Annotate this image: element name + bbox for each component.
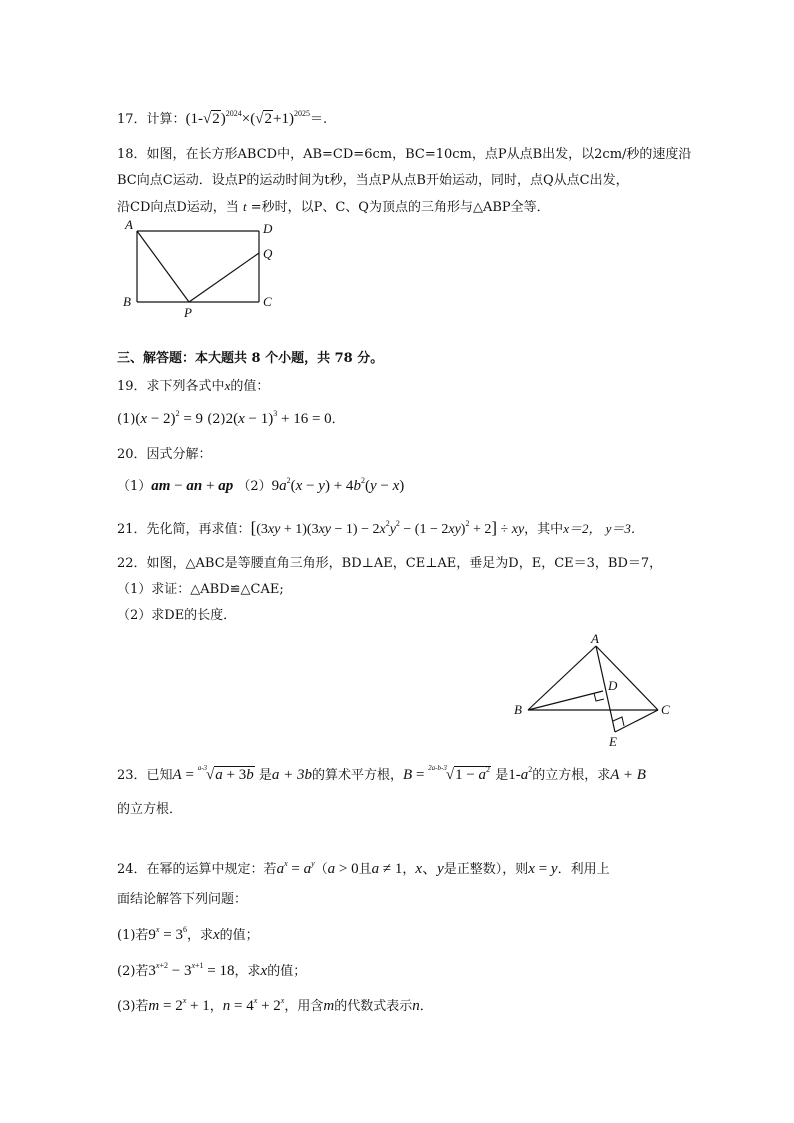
q22-text-1: 如图，△ABC是等腰直角三角形，BD⊥AE，CE⊥AE，垂足为D，E，CE＝3，BD＝7， bbox=[146, 556, 663, 571]
q20-part-2: （2） bbox=[237, 479, 272, 494]
label-A: A bbox=[591, 631, 599, 646]
q23-expr-B: $B = ^{2a-b-3}√1 - a^2$ bbox=[403, 764, 491, 783]
q21-line bbox=[117, 519, 644, 539]
q24-s1-expr: $9^x = 3^6$ bbox=[148, 925, 187, 943]
q24-vars-xy: x、y bbox=[415, 861, 444, 877]
label-D: D bbox=[608, 678, 618, 693]
question-17 bbox=[117, 110, 327, 129]
q24-s3-var-n: n bbox=[412, 998, 420, 1014]
q20-number: 20． bbox=[117, 447, 147, 462]
q23-expr-A: A = $^{a-3}$√a + 3b bbox=[172, 764, 254, 783]
q20-line-1 bbox=[117, 446, 212, 464]
q24-s1-a: (1)若 bbox=[117, 928, 149, 943]
q24-s3-c: ，用含 bbox=[284, 999, 324, 1014]
q22-number: 22． bbox=[117, 556, 147, 571]
q24-text-1b: （ bbox=[314, 862, 328, 877]
q18-text-3b: =秒时，以P、C、Q为顶点的三角形与△ABP全等． bbox=[250, 200, 550, 215]
q22-sub-2: （2）求DE的长度． bbox=[117, 608, 237, 623]
q19-var-x: x bbox=[224, 378, 231, 393]
q21-number: 21． bbox=[117, 522, 147, 537]
q24-expr-x-eq-y: x = y bbox=[528, 861, 558, 877]
q18-text-1: 如图，在长方形ABCD中，AB=CD=6cm，BC=10cm，点P从点B出发，以2cm/秒的速度沿 bbox=[146, 147, 692, 162]
q20-expr-1: am − an + ap bbox=[151, 478, 234, 494]
q18-line-1 bbox=[117, 146, 691, 164]
q24-expr-a-gt-0: a > 0 bbox=[327, 861, 359, 877]
q23-expr-a3b: a + 3b bbox=[271, 767, 313, 783]
q24-s2-expr: $3^{x+2} - 3^{x+1} = 18$ bbox=[148, 961, 235, 979]
q18-line-2 bbox=[117, 172, 629, 190]
q18-line-3 bbox=[117, 198, 550, 217]
q17-exp1: 2024 bbox=[225, 109, 242, 118]
label-A: A bbox=[125, 217, 133, 232]
triangle-figure bbox=[510, 628, 690, 750]
q24-line-1 bbox=[117, 860, 610, 879]
q20-expr-2: $9a^2(x - y) + 4b^2(y - x)$ bbox=[271, 476, 405, 494]
q17-expression: $(1-√2)^{2024}\times(√2+1)^{2025}$ bbox=[185, 109, 310, 127]
q19-eq-1: $(x - 2)^2 = 9$ bbox=[135, 409, 204, 427]
q18-var-t: t bbox=[242, 199, 247, 214]
q24-s3-d: 的代数式表示 bbox=[334, 999, 413, 1014]
q20-part-1: （1） bbox=[117, 479, 152, 494]
q22-line-1 bbox=[117, 555, 662, 573]
q17-number: 17． bbox=[117, 112, 147, 127]
label-E: E bbox=[609, 734, 617, 749]
q17-exp2: 2025 bbox=[293, 109, 310, 118]
label-C: C bbox=[661, 702, 670, 717]
q24-line-2: 面结论解答下列问题： bbox=[117, 892, 248, 907]
label-C: C bbox=[263, 294, 272, 309]
q24-s1-var: x bbox=[212, 927, 220, 943]
q24-s2-var: x bbox=[260, 963, 268, 979]
rectangle-figure bbox=[118, 216, 278, 321]
q24-s3-e: ． bbox=[419, 999, 433, 1014]
q21-x-value: x＝2， bbox=[563, 521, 602, 536]
q24-s2-c: 的值； bbox=[267, 964, 307, 979]
q19-part-1: (1) bbox=[117, 412, 136, 427]
q23-expr-AB: A + B bbox=[610, 767, 646, 783]
q19-line-1 bbox=[117, 377, 269, 396]
label-Q: Q bbox=[263, 246, 273, 261]
q24-s1-c: 的值； bbox=[219, 928, 259, 943]
q24-number: 24． bbox=[117, 862, 147, 877]
q23-text-2: 的算术平方根， bbox=[312, 768, 404, 783]
q19-text-a: 求下列各式中 bbox=[146, 379, 225, 394]
q24-s2-b: ，求 bbox=[234, 964, 261, 979]
q24-s3-expr-m: $m = 2^x + 1$ bbox=[148, 996, 210, 1014]
q18-text-3a: 沿CD向点D运动，当 bbox=[117, 200, 239, 215]
q24-text-1f: ．利用上 bbox=[557, 862, 610, 877]
q23-intro: 23．已知 bbox=[117, 768, 173, 783]
label-P: P bbox=[184, 305, 192, 320]
q18-number: 18． bbox=[117, 147, 147, 162]
q24-text-1d: ， bbox=[402, 862, 416, 877]
q17-end: ＝. bbox=[309, 112, 328, 127]
q23-expr-1a2: $1-a^2$ bbox=[508, 765, 533, 783]
q23-line-1 bbox=[117, 766, 646, 785]
q24-s3-a: (3)若 bbox=[117, 999, 149, 1014]
q24-expr-a-ne-1: a ≠ 1 bbox=[371, 861, 403, 877]
q21-text: 先化简，再求值： bbox=[146, 522, 251, 537]
q23-text-4: 的立方根，求 bbox=[532, 768, 611, 783]
label-B: B bbox=[123, 294, 131, 309]
q24-sub-3 bbox=[117, 997, 433, 1016]
q24-sub-2 bbox=[117, 962, 306, 981]
q24-sub-1 bbox=[117, 926, 259, 945]
q23-text-3: 是 bbox=[495, 768, 509, 783]
q24-text-1c: 且 bbox=[358, 862, 372, 877]
q19-number: 19． bbox=[117, 379, 147, 394]
q19-line-2: $(1)(x - 2)^2 = 9$ $(2)2(x - 1)^3 + 16 = 0$． bbox=[117, 409, 345, 427]
q22-sub-1: （1）求证：△ABD≌△CAE; bbox=[117, 582, 284, 597]
q24-s3-expr-n: $n = 4^x + 2^x$ bbox=[222, 996, 285, 1014]
q23-index-B: 2a-b-3 bbox=[428, 764, 447, 772]
q24-text-1a: 在幂的运算中规定：若 bbox=[146, 862, 277, 877]
q21-y-value: y＝3． bbox=[605, 521, 644, 536]
q24-text-1e: 是正整数），则 bbox=[443, 862, 529, 877]
q19-part-2: (2) bbox=[207, 412, 226, 427]
q17-text: 计算： bbox=[146, 112, 186, 127]
q23-text-1: 是 bbox=[258, 768, 272, 783]
label-D: D bbox=[263, 221, 273, 236]
q24-s2-a: (2)若 bbox=[117, 964, 149, 979]
q24-expr-ax-ay: $a^x = a^y$ bbox=[276, 859, 315, 877]
q19-eq-2: $2(x - 1)^3 + 16 = 0$ bbox=[225, 409, 332, 427]
q20-text: 因式分解： bbox=[146, 447, 212, 462]
q23-line-2: 的立方根． bbox=[117, 802, 183, 817]
section-3-heading: 三、解答题：本大题共 8 个小题，共 78 分。 bbox=[117, 351, 384, 366]
q24-s3-var-m: m bbox=[323, 998, 335, 1014]
q24-s3-b: ， bbox=[209, 999, 223, 1014]
label-B: B bbox=[514, 702, 522, 717]
q24-s1-b: ，求 bbox=[186, 928, 213, 943]
q21-tail: ，其中 bbox=[524, 522, 564, 537]
q20-line-2 bbox=[117, 477, 404, 496]
q19-text-b: 的值： bbox=[230, 379, 270, 394]
q23-index-A: a-3 bbox=[197, 764, 208, 772]
q18-text-2: BC向点C运动．设点P的运动时间为t秒，当点P从点B开始运动，同时，点Q从点C出发， bbox=[117, 173, 629, 188]
q21-expression: $[(3xy + 1)(3xy - 1) - 2x^2y^2 - (1 - 2xy)^2 + 2]$ ÷ xy bbox=[250, 518, 525, 537]
